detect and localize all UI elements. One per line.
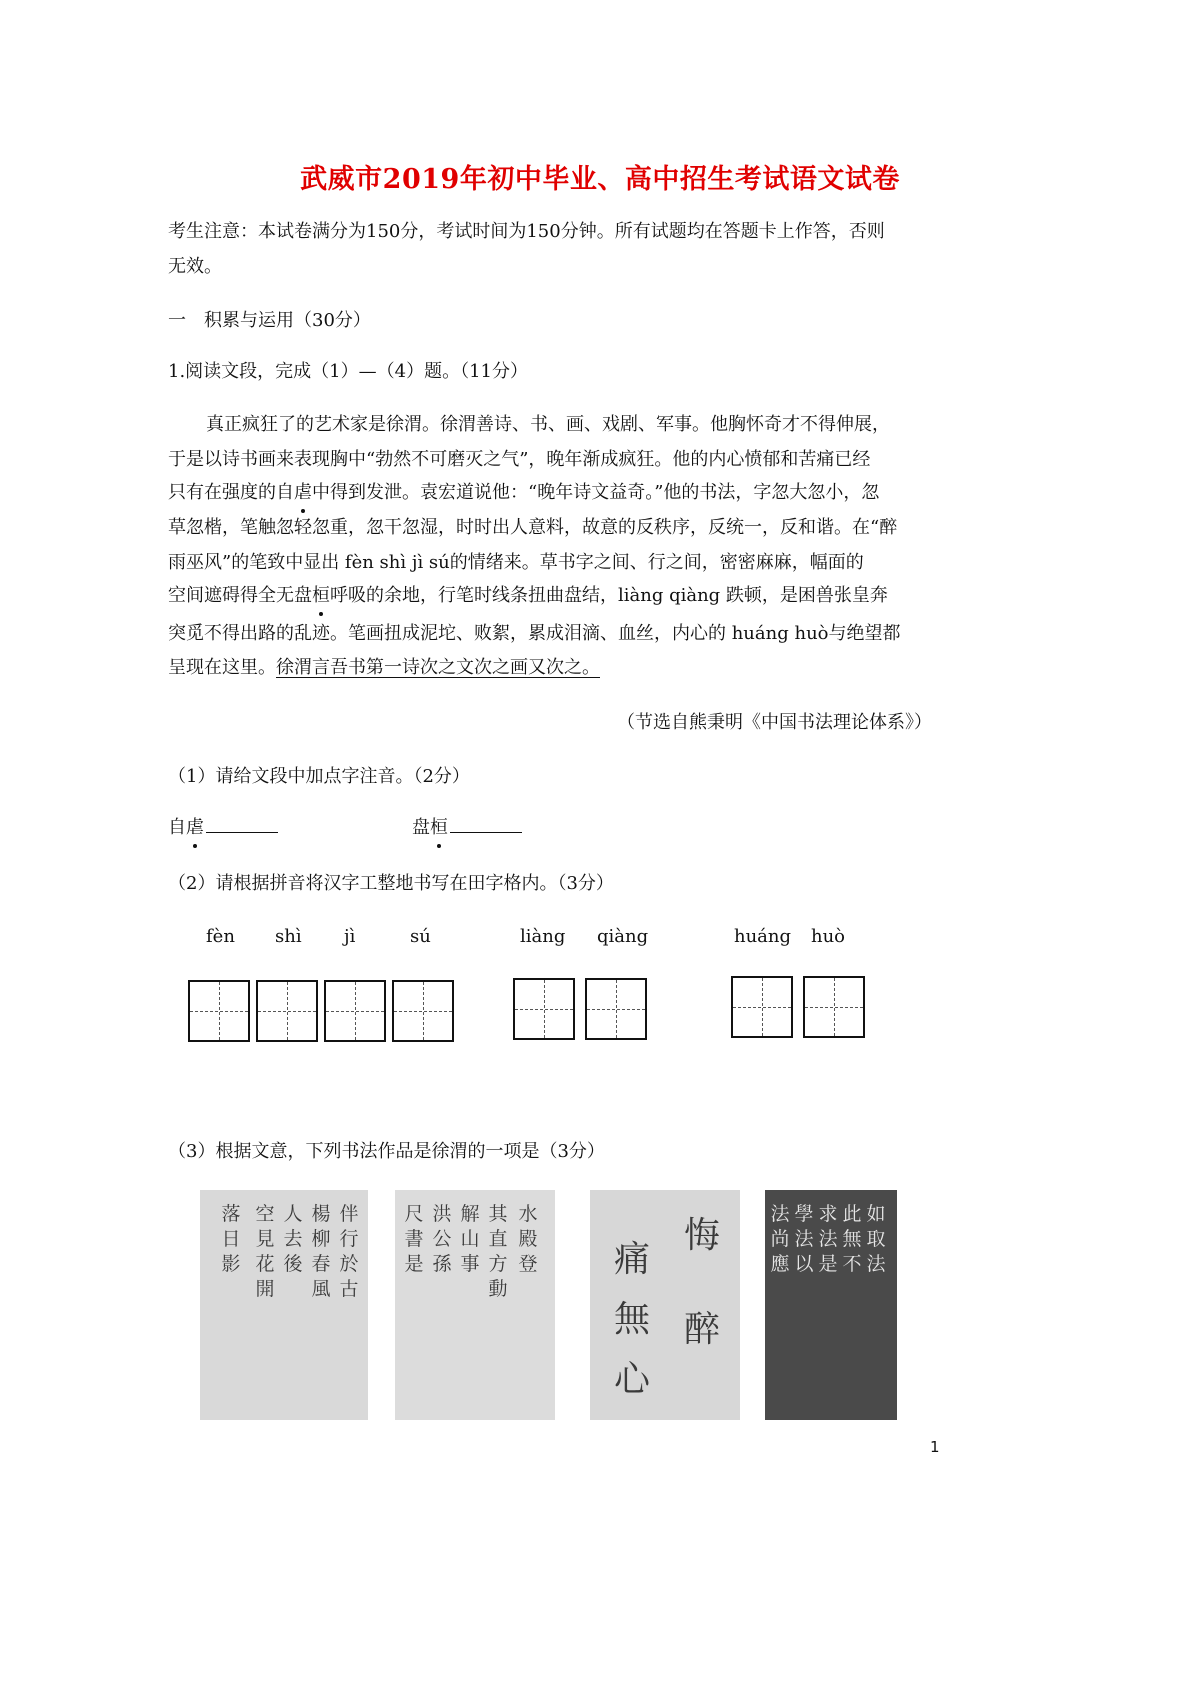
section-heading: 一 积累与运用（30分） [168, 310, 371, 331]
answer-label: 自 [168, 817, 186, 838]
calligraphy-column: 其直方動 [488, 1203, 508, 1300]
calligraphy-column: 法尚應 [770, 1203, 790, 1275]
passage-text: 只有在强度的自 [168, 482, 294, 503]
tianzige-box[interactable] [392, 980, 454, 1042]
tianzige-box[interactable] [585, 978, 647, 1040]
calligraphy-column: 此無不 [842, 1203, 862, 1275]
calligraphy-option-a[interactable] [200, 1190, 368, 1420]
calligraphy-column: 解山事 [460, 1203, 480, 1275]
answer-label: 盘 [412, 817, 430, 838]
answer-item-2 [412, 814, 522, 840]
dotted-char: 虐 [294, 482, 312, 503]
calligraphy-column: 空見花開 [255, 1203, 275, 1300]
calligraphy-column: 醉 [683, 1309, 720, 1350]
answer-item-1 [168, 814, 278, 840]
passage-line-2: 于是以诗书画来表现胸中“勃然不可磨灭之气”，晚年渐成疯狂。他的内心愤郁和苦痛已经 [168, 449, 871, 470]
exam-title: 武威市2019年初中毕业、高中招生考试语文试卷 [300, 164, 900, 195]
notice-line-1: 考生注意：本试卷满分为150分，考试时间为150分钟。所有试题均在答题卡上作答，否则 [168, 221, 885, 242]
pinyin-label: qiàng [597, 926, 649, 947]
calligraphy-column: 洪公孫 [432, 1203, 452, 1275]
passage-line-6 [168, 584, 888, 608]
notice-line-2: 无效。 [168, 256, 222, 277]
sub-question-3: （3）根据文意，下列书法作品是徐渭的一项是（3分） [168, 1141, 605, 1162]
pinyin-label: huáng [734, 926, 792, 947]
tianzige-box[interactable] [188, 980, 250, 1042]
underlined-sentence: 徐渭言吾书第一诗次之文次之画又次之。 [276, 657, 600, 678]
pinyin-label: jì [344, 926, 356, 947]
calligraphy-option-b[interactable] [395, 1190, 555, 1420]
tianzige-box[interactable] [324, 980, 386, 1042]
dotted-char: 桓 [430, 817, 448, 838]
tianzige-box[interactable] [256, 980, 318, 1042]
passage-line-7: 突觅不得出路的乱迹。笔画扭成泥坨、败絮，累成泪滴、血丝，内心的 huáng huò与绝望都 [168, 623, 901, 644]
passage-line-4: 草忽楷，笔触忽轻忽重，忽干忽湿，时时出人意料，故意的反秩序，反统一，反和谐。在“醉 [168, 517, 898, 538]
tianzige-box[interactable] [731, 976, 793, 1038]
calligraphy-column: 落日影 [221, 1203, 241, 1275]
answer-blank[interactable] [206, 814, 278, 833]
dotted-char: 桓 [312, 585, 330, 606]
answer-blank[interactable] [450, 814, 522, 833]
pinyin-label: liàng [520, 926, 566, 947]
calligraphy-option-d[interactable] [765, 1190, 897, 1420]
pinyin-label: sú [410, 926, 431, 947]
tianzige-box[interactable] [513, 978, 575, 1040]
passage-line-5: 雨巫风”的笔致中显出 fèn shì jì sú的情绪来。草书字之间、行之间，密密麻麻，幅面的 [168, 552, 864, 573]
question-1-stem: 1.阅读文段，完成（1）—（4）题。（11分） [168, 361, 528, 382]
sub-question-2: （2）请根据拼音将汉字工整地书写在田字格内。（3分） [168, 873, 614, 894]
pinyin-label: huò [811, 926, 846, 947]
calligraphy-column: 痛 [613, 1239, 650, 1280]
calligraphy-column: 如取法 [866, 1203, 886, 1275]
calligraphy-column: 求法是 [818, 1203, 838, 1275]
calligraphy-column: 楊柳春風 [311, 1203, 331, 1300]
dotted-char: 虐 [186, 817, 204, 838]
passage-text: 呼吸的余地，行笔时线条扭曲盘结，liàng qiàng 跌顿，是困兽张皇奔 [330, 585, 888, 606]
calligraphy-column: 悔 [683, 1215, 720, 1256]
passage-line-1: 真正疯狂了的艺术家是徐渭。徐渭善诗、书、画、戏剧、军事。他胸怀奇才不得伸展， [206, 414, 890, 435]
calligraphy-option-c[interactable] [590, 1190, 740, 1420]
calligraphy-column: 伴行於古 [339, 1203, 359, 1300]
calligraphy-column: 學法以 [794, 1203, 814, 1275]
tianzige-box[interactable] [803, 976, 865, 1038]
passage-line-3 [168, 481, 879, 505]
passage-text: 呈现在这里。 [168, 657, 276, 678]
passage-line-8 [168, 656, 600, 680]
pinyin-label: shì [275, 926, 302, 947]
calligraphy-column: 無 [613, 1299, 650, 1340]
passage-text: 空间遮碍得全无盘 [168, 585, 312, 606]
passage-source: （节选自熊秉明《中国书法理论体系》） [617, 712, 932, 733]
passage-text: 中得到发泄。袁宏道说他：“晚年诗文益奇。”他的书法，字忽大忽小，忽 [312, 482, 880, 503]
page-number: 1 [930, 1438, 940, 1456]
calligraphy-column: 心 [613, 1359, 650, 1400]
calligraphy-column: 水殿登 [518, 1203, 538, 1275]
calligraphy-column: 人去後 [283, 1203, 303, 1275]
pinyin-label: fèn [206, 926, 235, 947]
calligraphy-column: 尺書是 [404, 1203, 424, 1275]
sub-question-1: （1）请给文段中加点字注音。（2分） [168, 766, 470, 787]
